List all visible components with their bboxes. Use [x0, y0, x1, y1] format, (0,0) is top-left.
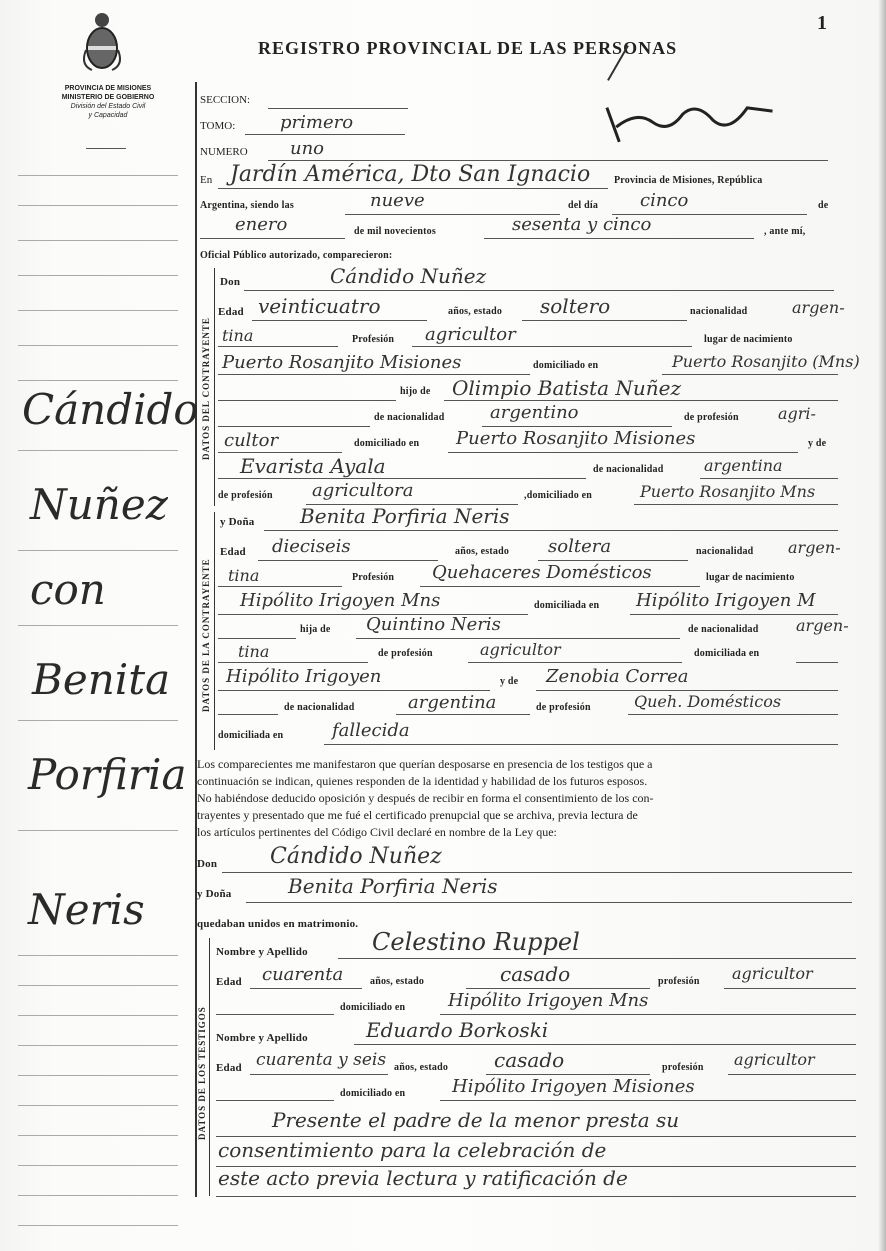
mes-line	[200, 238, 345, 239]
anio-value: sesenta y cinco	[512, 214, 652, 235]
tomo-label: TOMO:	[200, 120, 236, 132]
c2-madre-line	[536, 690, 838, 691]
c2-padre-nac2-line	[218, 662, 368, 663]
margin-line	[18, 830, 178, 831]
header-line-3: División del Estado Civil	[70, 103, 146, 110]
t1-edad-label: Edad	[216, 976, 242, 988]
c1-lugar: Puerto Rosanjito Misiones	[222, 352, 462, 373]
header-block	[28, 84, 188, 120]
c1-madre-dom: Puerto Rosanjito Mns	[640, 482, 816, 501]
t2-dom-pre-line	[216, 1100, 334, 1101]
c2-hija-label: hija de	[300, 624, 331, 635]
c2-madre: Zenobia Correa	[546, 666, 689, 687]
c2-dona-label: y Doña	[220, 516, 255, 528]
t2-nombre-line	[354, 1044, 856, 1045]
t1-prof-label: profesión	[658, 976, 700, 987]
anio-line	[484, 238, 754, 239]
c2-padre-dom2-line	[218, 690, 490, 691]
coat-of-arms-icon	[80, 10, 124, 74]
t2-dom: Hipólito Irigoyen Misiones	[452, 1076, 695, 1097]
c1-padre-prof-label: de profesión	[684, 412, 739, 423]
t1-nombre-line	[338, 958, 856, 959]
margin-line	[18, 310, 178, 311]
c1-nombre-line	[244, 290, 834, 291]
decl-dona-value: Benita Porfiria Neris	[288, 874, 498, 898]
c2-lugar: Hipólito Irigoyen Mns	[240, 590, 441, 611]
numero-value: uno	[290, 138, 325, 159]
c2-estado: soltera	[548, 536, 612, 557]
c1-madre-dom-label: ,domiciliado en	[524, 490, 593, 501]
note-line-1-rule	[216, 1136, 856, 1137]
c1-nombre: Cándido Nuñez	[330, 264, 487, 288]
t1-estado-line	[466, 988, 650, 989]
en-label: En	[200, 174, 213, 186]
c1-lugar-label: lugar de nacimiento	[704, 334, 793, 345]
tomo-line	[245, 134, 405, 135]
t1-prof: agricultor	[732, 964, 813, 983]
margin-line	[18, 1165, 178, 1166]
c2-madre-dom: fallecida	[332, 720, 410, 741]
margin-name-3: con	[30, 565, 106, 614]
seccion-line	[268, 108, 408, 109]
c1-padre-nac-line	[482, 426, 672, 427]
c1-edad-line	[252, 320, 427, 321]
margin-line	[18, 345, 178, 346]
c1-profesion-line	[412, 346, 692, 347]
c1-madre-nac-label: de nacionalidad	[593, 464, 664, 475]
margin-line	[18, 275, 178, 276]
c1-estado: soltero	[540, 294, 611, 318]
margin-line	[18, 1225, 178, 1226]
c2-profesion-label: Profesión	[352, 572, 395, 583]
c2-nombre-line	[264, 530, 838, 531]
c1-padre-line	[444, 400, 838, 401]
c1-madre-line	[218, 478, 586, 479]
c1-padre-dom: Puerto Rosanjito Misiones	[456, 428, 696, 449]
c1-lugar-line	[218, 374, 530, 375]
c2-madre-dom-line	[324, 744, 838, 745]
c2-padre-dom: Hipólito Irigoyen	[226, 666, 382, 687]
c2-madre-nac-label: de nacionalidad	[284, 702, 355, 713]
margin-line	[18, 240, 178, 241]
c2-profesion: Quehaceres Domésticos	[432, 562, 652, 583]
margin-name-5: Porfiria	[28, 750, 187, 799]
contrayente2-side-label: DATOS DE LA CONTRAYENTE	[201, 558, 211, 712]
t1-dom-line	[440, 1014, 856, 1015]
c1-padre: Olimpio Batista Nuñez	[452, 376, 682, 400]
c2-padre-dom-label: domiciliada en	[694, 648, 760, 659]
c2-profesion-line	[420, 586, 700, 587]
c1-domic: Puerto Rosanjito (Mns)	[672, 352, 860, 371]
c2-padre-nac2: tina	[238, 642, 270, 661]
margin-line	[18, 1105, 178, 1106]
note-line-3: este acto previa lectura y ratificación de	[218, 1166, 628, 1190]
t2-edad-label: Edad	[216, 1062, 242, 1074]
numero-label: NUMERO	[200, 146, 248, 158]
decl-unidos: quedaban unidos en matrimonio.	[197, 918, 359, 930]
note-line-1: Presente el padre de la menor presta su	[272, 1108, 680, 1132]
t1-dom: Hipólito Irigoyen Mns	[448, 990, 649, 1011]
t1-edad: cuarenta	[262, 964, 344, 985]
margin-line	[18, 1195, 178, 1196]
c2-edad-label: Edad	[220, 546, 246, 558]
t1-nombre: Celestino Ruppel	[372, 928, 580, 956]
declaration-paragraph	[197, 756, 654, 841]
c1-nac-label: nacionalidad	[690, 306, 748, 317]
c1-domic-line	[662, 374, 838, 375]
contrayente1-side-label: DATOS DEL CONTRAYENTE	[201, 317, 211, 460]
c1-padre-prof2-line	[218, 452, 342, 453]
c1-profesion-label: Profesión	[352, 334, 395, 345]
t2-prof-line	[728, 1074, 856, 1075]
margin-line	[18, 1075, 178, 1076]
decl-don-line	[222, 872, 852, 873]
note-line-3-rule	[216, 1196, 856, 1197]
t2-prof-label: profesión	[662, 1062, 704, 1073]
t1-edad-line	[250, 988, 362, 989]
margin-line	[18, 625, 178, 626]
t2-estado-label: años, estado	[394, 1062, 449, 1073]
mes-value: enero	[235, 214, 288, 235]
c1-y-de-label: y de	[808, 438, 827, 449]
t2-dom-label: domiciliado en	[340, 1088, 406, 1099]
margin-line	[18, 985, 178, 986]
c1-pnac-pre-line	[218, 426, 370, 427]
c2-nac: argen-	[788, 538, 841, 557]
c2-nac2: tina	[228, 566, 260, 585]
c1-hijo-label: hijo de	[400, 386, 431, 397]
t2-dom-line	[440, 1100, 856, 1101]
c2-domic-line	[630, 614, 838, 615]
oficial-text: Oficial Público autorizado, comparecieron:	[200, 250, 393, 261]
t1-dom-label: domiciliado en	[340, 1002, 406, 1013]
margin-line	[18, 1045, 178, 1046]
c1-nac: argen-	[792, 298, 845, 317]
margin-line	[18, 550, 178, 551]
contrayente1-bracket	[214, 268, 215, 506]
margin-name-4: Benita	[32, 655, 171, 704]
decl-dona-line	[246, 902, 852, 903]
c1-domic-label: domiciliado en	[533, 360, 599, 371]
c2-padre-prof-label: de profesión	[378, 648, 433, 659]
margin-line	[18, 205, 178, 206]
c2-padre-prof: agricultor	[480, 640, 561, 659]
en-line	[218, 188, 608, 189]
margin-line	[18, 955, 178, 956]
c1-madre-prof-label: de profesión	[218, 490, 273, 501]
page-title: REGISTRO PROVINCIAL DE LAS PERSONAS	[258, 38, 678, 58]
margin-line	[18, 1015, 178, 1016]
tomo-value: primero	[280, 112, 354, 133]
c1-padre-dom-line	[448, 452, 798, 453]
en-value: Jardín América, Dto San Ignacio	[230, 162, 591, 187]
margin-name-2: Nuñez	[30, 480, 168, 529]
testigos-bracket	[209, 938, 210, 1196]
c2-edad-line	[258, 560, 438, 561]
c1-nac2: tina	[222, 326, 254, 345]
seccion-label: SECCION:	[200, 94, 251, 106]
header-line-4: y Capacidad	[88, 112, 128, 119]
page-number: 1	[817, 12, 827, 34]
c2-madre-prof-label: de profesión	[536, 702, 591, 713]
c2-domic-label: domiciliada en	[534, 600, 600, 611]
signature-icon	[596, 86, 779, 148]
c1-madre-nac: argentina	[704, 456, 783, 475]
c2-nombre: Benita Porfiria Neris	[300, 504, 510, 528]
decl-don-label: Don	[197, 858, 218, 870]
c1-estado-label: años, estado	[448, 306, 503, 317]
c2-nac2-line	[218, 586, 342, 587]
c1-madre-prof: agricultora	[312, 480, 414, 501]
t1-prof-line	[724, 988, 856, 989]
c2-edad: dieciseis	[272, 536, 351, 557]
note-line-2: consentimiento para la celebración de	[218, 1138, 607, 1162]
c2-madre-prof: Queh. Domésticos	[634, 692, 782, 711]
t1-nombre-label: Nombre y Apellido	[216, 946, 308, 958]
margin-line	[18, 720, 178, 721]
de-label: de	[818, 200, 829, 211]
declaration-line-3: No habiéndose deducido oposición y después de recibir en forma el consentimiento de los con-	[197, 791, 654, 805]
t1-dom-pre-line	[216, 1014, 334, 1015]
header-line-2: MINISTERIO DE GOBIERNO	[61, 94, 155, 101]
t2-edad: cuarenta y seis	[256, 1050, 387, 1070]
c1-don-label: Don	[220, 276, 241, 288]
c2-estado-label: años, estado	[455, 546, 510, 557]
header-divider	[86, 148, 126, 149]
del-dia-label: del día	[568, 200, 599, 211]
c1-madre: Evarista Ayala	[240, 454, 386, 478]
c2-hija-pre-line	[218, 638, 296, 639]
declaration-line-2: continuación se indican, quienes responden de la identidad y habilidad de los futuros esposos.	[197, 774, 648, 788]
c1-estado-line	[522, 320, 687, 321]
c1-edad: veinticuatro	[258, 294, 381, 318]
c1-padre-nac: argentino	[490, 402, 579, 423]
c2-madre-nac-line	[396, 714, 530, 715]
c2-padre-nac: argen-	[796, 616, 849, 635]
c2-y-de-label: y de	[500, 676, 519, 687]
c1-padre-nac-label: de nacionalidad	[374, 412, 445, 423]
c2-lugar-label: lugar de nacimiento	[706, 572, 795, 583]
c2-madre-prof-line	[628, 714, 838, 715]
contrayente2-bracket	[214, 512, 215, 750]
c2-mnac-pre-line	[218, 714, 278, 715]
c1-padre-prof2: cultor	[224, 430, 279, 451]
t2-estado: casado	[494, 1048, 565, 1072]
margin-line	[18, 450, 178, 451]
c2-madre-dom-label: domiciliada en	[218, 730, 284, 741]
header-line-1: PROVINCIA DE MISIONES	[64, 85, 152, 92]
dia-value: cinco	[640, 190, 689, 211]
t2-nombre: Eduardo Borkoski	[366, 1018, 549, 1042]
argentina-text: Argentina, siendo las	[200, 200, 294, 211]
hora-value: nueve	[370, 190, 425, 211]
c2-nac-label: nacionalidad	[696, 546, 754, 557]
c1-padre-dom-label: domiciliado en	[354, 438, 420, 449]
decl-don-value: Cándido Nuñez	[270, 844, 442, 869]
ante-label: , ante mí,	[764, 226, 806, 237]
c1-madre-nac-line	[700, 478, 838, 479]
page-edge-shadow	[878, 0, 886, 1251]
t1-estado-label: años, estado	[370, 976, 425, 987]
margin-line	[18, 175, 178, 176]
t2-edad-line	[250, 1074, 388, 1075]
declaration-line-5: los artículos pertinentes del Código Civil declaré en nombre de la Ley que:	[197, 825, 557, 839]
c1-nac2-line	[218, 346, 338, 347]
declaration-line-4: trayentes y presentado que me fué el certificado prenupcial que se archiva, previa lectura de	[197, 808, 638, 822]
c1-padre-prof: agri-	[778, 404, 816, 423]
t2-nombre-label: Nombre y Apellido	[216, 1032, 308, 1044]
margin-name-1: Cándido	[22, 385, 199, 434]
declaration-line-1: Los comparecientes me manifestaron que querían desposarse en presencia de los testigos que a	[197, 757, 653, 771]
c2-padre-nac-label: de nacionalidad	[688, 624, 759, 635]
numero-line	[268, 160, 828, 161]
c2-padre: Quintino Neris	[366, 614, 501, 635]
margin-name-6: Neris	[28, 885, 145, 934]
c2-domic: Hipólito Irigoyen M	[636, 590, 816, 611]
c2-padre-dom-line	[796, 662, 838, 663]
c2-estado-line	[538, 560, 688, 561]
testigos-side-label: DATOS DE LOS TESTIGOS	[197, 1006, 207, 1140]
mil-label: de mil novecientos	[354, 226, 436, 237]
provincia-text: Provincia de Misiones, República	[614, 175, 763, 186]
decl-dona-label: y Doña	[197, 888, 232, 900]
t2-estado-line	[486, 1074, 650, 1075]
registrar-signature	[596, 86, 780, 156]
t2-prof: agricultor	[734, 1050, 815, 1069]
c2-madre-nac: argentina	[408, 692, 497, 713]
t1-estado: casado	[500, 962, 571, 986]
margin-line	[18, 380, 178, 381]
c2-padre-line	[356, 638, 680, 639]
c1-hijo-pre-line	[218, 400, 396, 401]
c1-edad-label: Edad	[218, 306, 244, 318]
margin-line	[18, 1135, 178, 1136]
c2-padre-prof-line	[468, 662, 682, 663]
c1-madre-dom-line	[634, 504, 838, 505]
c1-profesion: agricultor	[425, 324, 516, 345]
